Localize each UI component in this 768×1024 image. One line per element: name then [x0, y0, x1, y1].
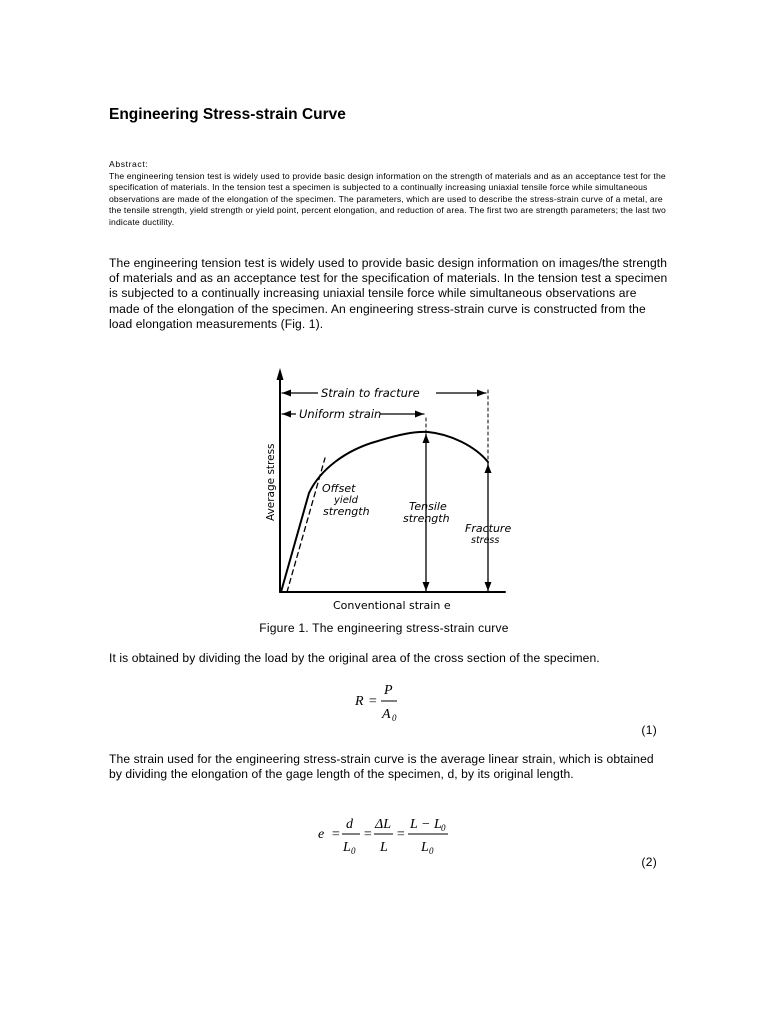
eq2-frac3-den-sub: 0 — [429, 846, 434, 856]
eq1-numerator: P — [384, 683, 393, 698]
abstract-label: Abstract: — [109, 159, 149, 169]
eq2-frac1-num: d — [346, 817, 353, 832]
eq1-equals: = — [368, 694, 378, 709]
eq2-frac2-den: L — [380, 840, 388, 855]
eq1-denominator-sub: 0 — [392, 713, 397, 723]
dim-arrowhead — [477, 390, 486, 397]
body-paragraph-2: It is obtained by dividing the load by the original area of the cross section of the specimen. — [109, 651, 600, 665]
dim-arrowhead — [415, 411, 424, 418]
equation-1 — [354, 683, 397, 723]
eq2-equals-2: = — [363, 827, 373, 842]
tensile-label: Tensile — [409, 500, 447, 513]
eq2-equals-1: = — [331, 827, 341, 842]
uniform-strain-label: Uniform strain — [299, 407, 382, 421]
eq1-lhs: R — [355, 694, 364, 709]
dim-arrowhead — [282, 411, 291, 418]
eq2-frac2-num: ΔL — [375, 817, 392, 832]
body-paragraph-1: The engineering tension test is widely used to provide basic design information on images/the strength of materials and as an acceptance test for the specification of materials. In the tension test a specimen is subjected to a continually increasing uniaxial tensile force while simultaneous observations are made of the elongation of the specimen. An engineering stress-strain curve is constructed from the load elongation measurements (Fig. 1). — [109, 256, 668, 331]
eq1-denominator: A — [382, 707, 391, 722]
y-axis-arrowhead — [277, 368, 284, 380]
eq2-equals-3: = — [396, 827, 406, 842]
eq2-frac1-den-sub: 0 — [351, 846, 356, 856]
equation-1-number: (1) — [641, 723, 657, 737]
offset-dashed-line — [287, 458, 325, 592]
eq2-frac3-num-sub: 0 — [441, 823, 446, 833]
body-paragraph-3: The strain used for the engineering stress-strain curve is the average linear strain, which is obtained by dividing the elongation of the gage length of the specimen, d, by its original length. — [109, 752, 654, 782]
document-title: Engineering Stress-strain Curve — [109, 106, 346, 123]
eq2-frac3-num: L − L — [410, 817, 442, 832]
y-axis-label: Average stress — [265, 443, 277, 521]
strain-to-fracture-label: Strain to fracture — [321, 386, 420, 400]
x-axis-label: Conventional strain e — [333, 599, 451, 612]
dim-arrowhead — [485, 582, 492, 591]
fracture-stress-label: stress — [471, 535, 500, 546]
equation-2-number: (2) — [641, 855, 657, 869]
yield-label: yield — [334, 495, 358, 506]
dim-arrowhead — [423, 582, 430, 591]
figure-caption: Figure 1. The engineering stress-strain curve — [259, 621, 509, 635]
dim-arrowhead — [282, 390, 291, 397]
yield-strength-label: strength — [323, 505, 370, 518]
equation-2 — [318, 817, 448, 856]
offset-label: Offset — [322, 482, 356, 495]
fracture-label: Fracture — [465, 522, 512, 535]
stress-strain-curve — [281, 432, 488, 592]
dim-arrowhead — [485, 464, 492, 473]
eq2-frac3-den: L — [421, 840, 429, 855]
tensile-strength-label: strength — [403, 512, 450, 525]
abstract-text: The engineering tension test is widely used to provide basic design information on the strength of materials and as an acceptance test for the specification of materials. In the tension test a specimen is subjected to a continually increasing uniaxial tensile force while simultaneous observations are made of the elongation of the specimen. The parameters, which are used to describe the stress-strain curve of a metal, are the tensile strength, yield strength or yield point, percent elongation, and reduction of area. The first two are strength parameters; the last two indicate ductility. — [109, 170, 666, 227]
dim-arrowhead — [423, 434, 430, 443]
eq2-frac1-den: L — [343, 840, 351, 855]
eq2-lhs: e — [318, 827, 325, 842]
